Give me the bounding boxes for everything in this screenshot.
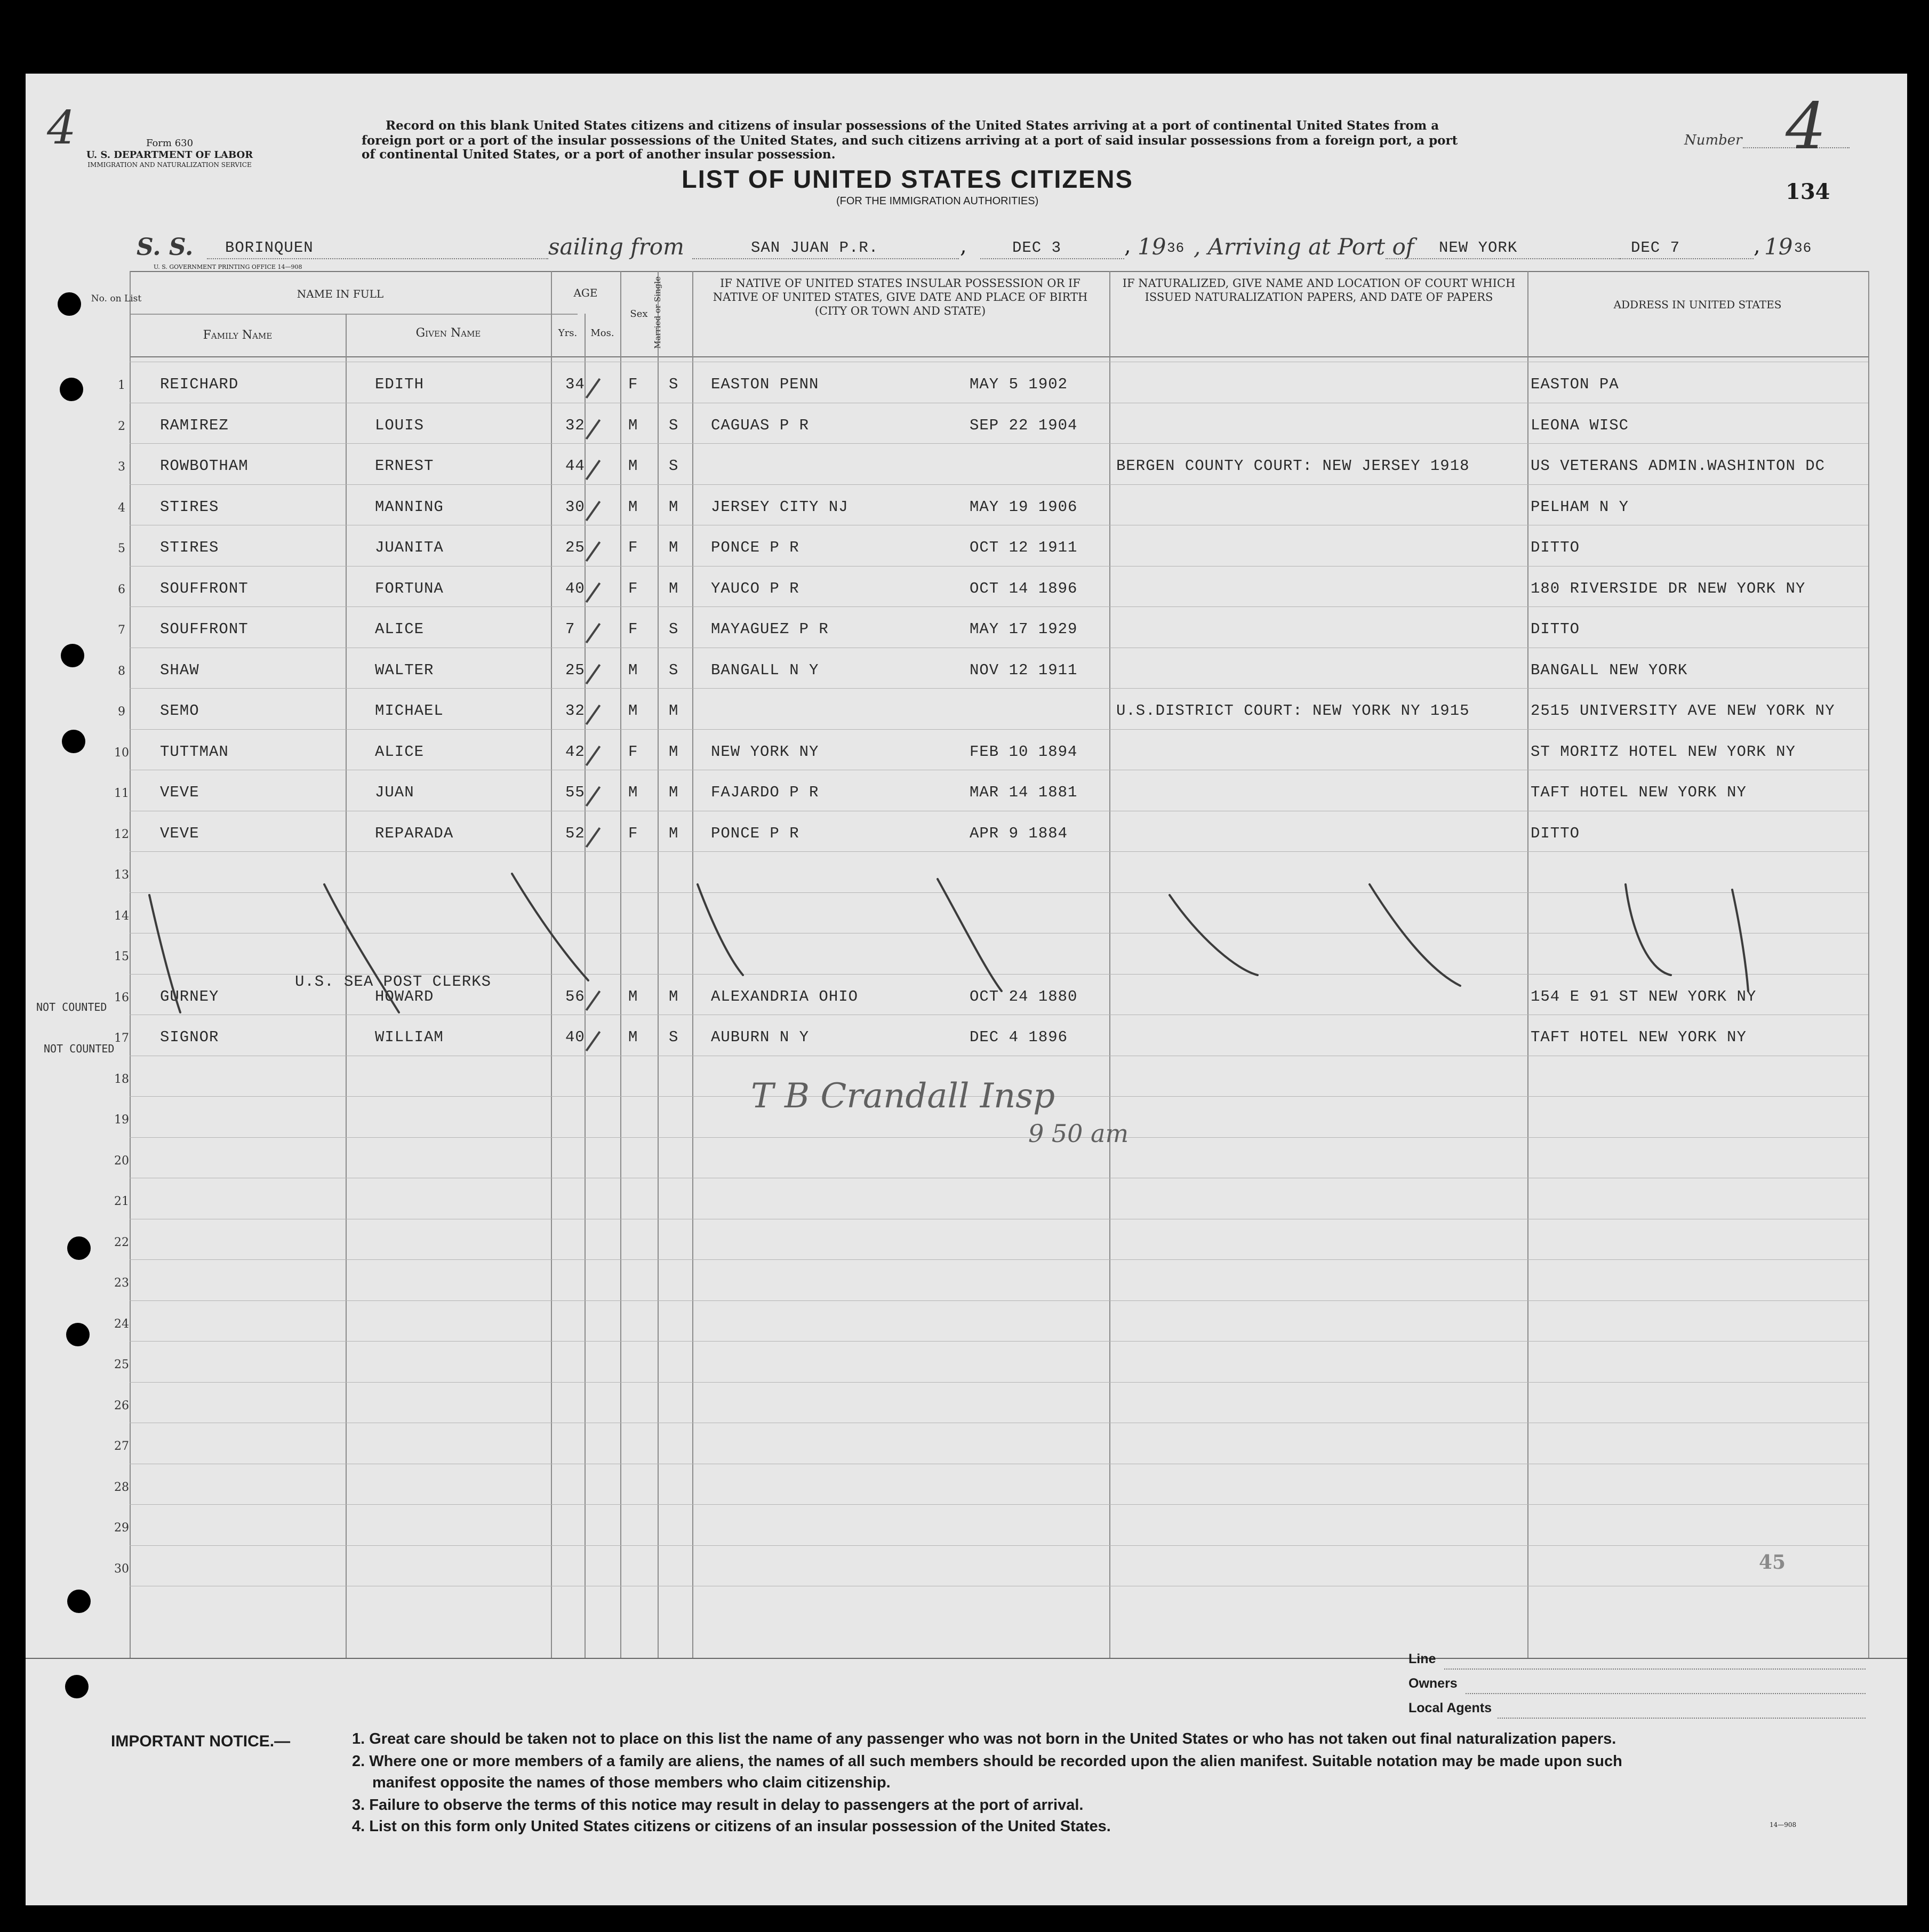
given-name: EDITH (375, 376, 425, 393)
sex: F (628, 743, 638, 761)
us-address: TAFT HOTEL NEW YORK NY (1531, 784, 1747, 801)
punch-hole (67, 1236, 91, 1260)
number-label: Number (1684, 132, 1742, 148)
married-single: M (669, 498, 679, 516)
row-number: 6 (118, 582, 125, 596)
agents-label: Local Agents (1408, 1701, 1492, 1715)
sail-year-prefix: 19 (1138, 234, 1166, 260)
row-number: 3 (118, 460, 125, 474)
number-value: 4 (1786, 90, 1827, 164)
given-name: MANNING (375, 498, 444, 516)
age-years: 7 (565, 620, 575, 638)
form-number: Form 630 (146, 138, 194, 149)
birth-place: YAUCO P R (711, 579, 799, 597)
family-name: STIRES (160, 539, 219, 556)
birth-place: PONCE P R (711, 539, 799, 556)
birth-date: OCT 24 1880 (970, 987, 1078, 1005)
notice-2b: manifest opposite the names of those members who claim citizenship. (372, 1774, 891, 1791)
age-years: 40 (565, 1028, 585, 1046)
age-years: 56 (565, 987, 585, 1005)
row-number: 25 (114, 1358, 129, 1371)
punch-hole (58, 292, 81, 316)
col-name-in-full: NAME IN FULL (297, 288, 384, 300)
arrive-date: DEC 7 (1631, 239, 1680, 257)
service-name: IMMIGRATION AND NATURALIZATION SERVICE (87, 161, 252, 169)
naturalization-court: U.S.DISTRICT COURT: NEW YORK NY 1915 (1116, 702, 1470, 720)
row-number: 20 (114, 1154, 129, 1168)
given-name: ALICE (375, 620, 425, 638)
sex: M (628, 457, 638, 475)
row-number: 12 (114, 827, 129, 841)
sex: M (628, 1028, 638, 1046)
given-name: FORTUNA (375, 579, 444, 597)
col-yrs: Yrs. (558, 328, 578, 339)
given-name: JUANITA (375, 539, 444, 556)
page-subtitle: (FOR THE IMMIGRATION AUTHORITIES) (836, 195, 1039, 207)
punch-hole (65, 1675, 89, 1698)
married-single: M (669, 987, 679, 1005)
us-address: 180 RIVERSIDE DR NEW YORK NY (1531, 579, 1806, 597)
married-single: S (669, 1028, 679, 1046)
birth-place: FAJARDO P R (711, 784, 819, 801)
given-name: REPARADA (375, 824, 454, 842)
col-given-name: Given Name (415, 326, 481, 340)
notice-1: 1. Great care should be taken not to place on this list the name of any passenger who was not born in the United States or who has not taken out final naturalization papers. (352, 1730, 1616, 1747)
row-number: 27 (114, 1440, 129, 1453)
col-no-on-list: No. on List (91, 293, 142, 304)
row-number: 11 (114, 787, 129, 800)
sex: F (628, 376, 638, 393)
birth-place: AUBURN N Y (711, 1028, 810, 1046)
age-years: 25 (565, 539, 585, 556)
age-years: 32 (565, 702, 585, 720)
family-name: REICHARD (160, 376, 239, 393)
married-single: S (669, 661, 679, 679)
birth-date: SEP 22 1904 (970, 416, 1078, 434)
family-name: VEVE (160, 784, 199, 801)
not-counted-16: NOT COUNTED (36, 1001, 107, 1013)
punch-hole (61, 644, 84, 667)
row-number: 24 (114, 1317, 129, 1331)
page-title: LIST OF UNITED STATES CITIZENS (682, 165, 1133, 193)
birth-date: MAY 17 1929 (970, 620, 1078, 638)
row-number: 10 (114, 746, 129, 760)
us-address: ST MORITZ HOTEL NEW YORK NY (1531, 743, 1796, 761)
owners-label: Owners (1408, 1676, 1458, 1691)
birth-date: MAY 5 1902 (970, 376, 1068, 393)
family-name: SOUFFRONT (160, 620, 249, 638)
row-number: 22 (114, 1235, 129, 1249)
married-single: M (669, 784, 679, 801)
row-number: 15 (114, 950, 129, 963)
to-port: NEW YORK (1439, 239, 1518, 257)
married-single: S (669, 457, 679, 475)
married-single: M (669, 539, 679, 556)
row-number: 14 (114, 909, 129, 923)
notice-3: 3. Failure to observe the terms of this notice may result in delay to passengers at the port of arrival. (352, 1797, 1084, 1814)
row-number: 28 (114, 1480, 129, 1494)
intro-line-1: Record on this blank United States citizens and citizens of insular possessions of the United States arriving at a port of continental United States from a (386, 118, 1439, 133)
intro-line-3: of continental United States, or a port of another insular possession. (362, 147, 836, 162)
us-address: EASTON PA (1531, 376, 1619, 393)
us-address: 154 E 91 ST NEW YORK NY (1531, 987, 1757, 1005)
sex: M (628, 661, 638, 679)
row-number: 4 (118, 501, 125, 515)
given-name: HOWARD (375, 987, 434, 1005)
us-address: BANGALL NEW YORK (1531, 661, 1688, 679)
col-family-name: Family Name (203, 329, 273, 342)
given-name: LOUIS (375, 416, 425, 434)
row-number: 29 (114, 1521, 129, 1535)
row-number: 5 (118, 542, 125, 555)
age-years: 32 (565, 416, 585, 434)
family-name: STIRES (160, 498, 219, 516)
col-age: AGE (573, 286, 598, 299)
row-number: 8 (118, 664, 125, 678)
col-birth: IF NATIVE OF UNITED STATES INSULAR POSSESSION OR IF NATIVE OF UNITED STATES, GIVE DATE AND PLACE OF BIRTH (CITY OR TOWN AND STATE) (713, 277, 1088, 317)
given-name: WILLIAM (375, 1028, 444, 1046)
row-number: 21 (114, 1195, 129, 1208)
owners-field (1466, 1693, 1866, 1694)
row-number: 9 (118, 705, 125, 718)
row-number: 2 (118, 419, 125, 433)
ss-label: S. S. (137, 234, 194, 261)
birth-date: MAR 14 1881 (970, 784, 1078, 801)
col-mos: Mos. (590, 328, 614, 339)
margin-number: 4 (47, 101, 76, 155)
department-name: U. S. DEPARTMENT OF LABOR (86, 149, 253, 161)
family-name: SIGNOR (160, 1028, 219, 1046)
given-name: WALTER (375, 661, 434, 679)
age-years: 55 (565, 784, 585, 801)
line-label: Line (1408, 1651, 1436, 1666)
birth-place: JERSEY CITY NJ (711, 498, 849, 516)
row-number: 26 (114, 1399, 129, 1412)
married-single: S (669, 620, 679, 638)
not-counted-17: NOT COUNTED (44, 1042, 115, 1055)
family-name: RAMIREZ (160, 416, 229, 434)
family-name: SEMO (160, 702, 199, 720)
sea-post-heading: U.S. SEA POST CLERKS (295, 973, 492, 991)
sex: M (628, 702, 638, 720)
ship-name: BORINQUEN (225, 239, 314, 257)
age-years: 42 (565, 743, 585, 761)
row-number: 30 (114, 1562, 129, 1576)
birth-place: BANGALL N Y (711, 661, 819, 679)
age-years: 40 (565, 579, 585, 597)
us-address: DITTO (1531, 539, 1580, 556)
footer-code: 14—908 (1770, 1821, 1797, 1829)
page-number: 134 (1786, 179, 1830, 204)
birth-date: FEB 10 1894 (970, 743, 1078, 761)
agents-field (1498, 1718, 1866, 1719)
arrive-year: 36 (1794, 240, 1812, 256)
notice-4: 4. List on this form only United States citizens or citizens of an insular possession of the United States. (352, 1818, 1111, 1835)
family-name: SHAW (160, 661, 199, 679)
count-stamp: 45 (1759, 1551, 1786, 1574)
married-single: M (669, 702, 679, 720)
family-name: VEVE (160, 824, 199, 842)
family-name: TUTTMAN (160, 743, 229, 761)
family-name: ROWBOTHAM (160, 457, 249, 475)
us-address: TAFT HOTEL NEW YORK NY (1531, 1028, 1747, 1046)
given-name: ALICE (375, 743, 425, 761)
us-address: PELHAM N Y (1531, 498, 1629, 516)
sex: F (628, 620, 638, 638)
arriving-label: , Arriving at Port of (1194, 234, 1414, 260)
age-years: 30 (565, 498, 585, 516)
sex: M (628, 987, 638, 1005)
married-single: S (669, 376, 679, 393)
sex: M (628, 784, 638, 801)
sex: F (628, 824, 638, 842)
us-address: DITTO (1531, 620, 1580, 638)
given-name: MICHAEL (375, 702, 444, 720)
punch-hole (67, 1590, 91, 1613)
line-field (1444, 1668, 1866, 1670)
row-number: 7 (118, 624, 125, 637)
from-port: SAN JUAN P.R. (751, 239, 879, 257)
row-number: 18 (114, 1072, 129, 1086)
inspector-signature: T B Crandall Insp (751, 1076, 1055, 1116)
arrive-year-prefix: 19 (1764, 234, 1793, 260)
age-years: 52 (565, 824, 585, 842)
notice-2a: 2. Where one or more members of a family are aliens, the names of all such members should be recorded upon the alien manifest. Suitable notation may be made upon such (352, 1753, 1622, 1770)
given-name: JUAN (375, 784, 414, 801)
col-address: ADDRESS IN UNITED STATES (1613, 298, 1782, 311)
sex: F (628, 539, 638, 556)
time-note: 9 50 am (1028, 1119, 1129, 1148)
punch-hole (60, 378, 83, 401)
birth-place: CAGUAS P R (711, 416, 810, 434)
punch-hole (66, 1323, 90, 1346)
cancel-strokes (26, 74, 1907, 1905)
row-number: 17 (114, 1032, 129, 1045)
birth-place: MAYAGUEZ P R (711, 620, 829, 638)
col-sex: Sex (630, 308, 648, 320)
sail-date: DEC 3 (1012, 239, 1062, 257)
row-number: 16 (114, 991, 129, 1004)
sex: F (628, 579, 638, 597)
intro-line-2: foreign port or a port of the insular possessions of the United States, and such citizens arriving at a port of said insular possessions from a foreign port, a port (362, 133, 1458, 148)
row-number: 1 (118, 379, 125, 392)
us-address: LEONA WISC (1531, 416, 1629, 434)
family-name: SOUFFRONT (160, 579, 249, 597)
sex: M (628, 498, 638, 516)
printer-mark: U. S. GOVERNMENT PRINTING OFFICE 14—908 (154, 264, 302, 270)
birth-date: OCT 12 1911 (970, 539, 1078, 556)
sex: M (628, 416, 638, 434)
birth-date: OCT 14 1896 (970, 579, 1078, 597)
given-name: ERNEST (375, 457, 434, 475)
birth-place: ALEXANDRIA OHIO (711, 987, 859, 1005)
punch-hole (62, 730, 85, 753)
row-number: 13 (114, 868, 129, 882)
birth-date: MAY 19 1906 (970, 498, 1078, 516)
age-years: 44 (565, 457, 585, 475)
col-naturalized: IF NATURALIZED, GIVE NAME AND LOCATION OF COURT WHICH ISSUED NATURALIZATION PAPERS, AND DATE OF PAPERS (1122, 277, 1516, 304)
married-single: M (669, 743, 679, 761)
naturalization-court: BERGEN COUNTY COURT: NEW JERSEY 1918 (1116, 457, 1470, 475)
notice-heading: IMPORTANT NOTICE.— (111, 1733, 291, 1750)
manifest-sheet: 4 Form 630 U. S. DEPARTMENT OF LABOR IMMIGRATION AND NATURALIZATION SERVICE Record on this blank United States citizens and citizens of insular possessions of the United States arriving at a port of continental United States from a foreign port or a port of the insular possessions of the United States, and such citizens arriving at a port of said insular possessions from a foreign port, a port of continental United States, or a port of another insular possession. LIST OF UNITED STATES CITIZENS (FOR THE IMMIGRATION AUTHORITIES) Number 4 134 S. S. BORINQUEN U. S. GOVERNMENT PRINTING OFFICE 14—908 sailing from SAN JUAN P.R. , DEC 3 , 19 36 , Arriving at Port of NEW YORK DEC 7 , 19 36 No. on List NAME IN FULL Family Name Given Name AGE Yrs. Mos. Sex Married or Single IF NATIVE OF UNITED STATES INSULAR POSSESSION OR IF NATIVE OF UNITED STATES, GIVE DATE AND PLACE OF BIRTH (CITY OR TOWN AND STATE) IF NATURALIZED, GIVE NAME AND LOCATION OF COURT WHICH ISSUED NATURALIZATION PAPERS, AND DATE OF PAPERS ADDRESS IN UNITED STATES 1 REICHARD EDITH 34 F S EASTON PENN MAY 5 1902 EASTON PA 2 RAMIREZ LOUIS 32 M S CAGUAS P R SEP 22 1904 LEONA WISC 3 ROWBOTHAM ERNEST 44 M S BERGEN COUNTY COURT: NEW JERSEY 1918 US VETERANS ADMIN.WASHINTON DC 4 STIRES MANNING 30 M M JERSEY CITY NJ MAY 19 1906 PELHAM N Y 5 STIRES JUANITA 25 F M PONCE P R OCT 12 1911 DITTO 6 SOUFFRONT FORTUNA 40 F M YAUCO P R OCT 14 1896 180 RIVERSIDE DR NEW YORK NY 7 SOUFFRONT ALICE 7 F S MAYAGUEZ P R MAY 17 1929 DITTO 8 SHAW WALTER 25 M S BANGALL N Y NOV 12 1911 BANGALL NEW YORK 9 SEMO MICHAEL 32 M M U.S.DISTRICT COURT: NEW YORK NY 1915 2515 UNIVERSITY AVE NEW YORK NY 10 TUTTMAN ALICE 42 F M NEW YORK NY FEB 10 1894 ST MORITZ HOTEL NEW YORK NY 11 VEVE JUAN 55 M M FAJARDO P R MAR 14 1881 TAFT HOTEL NEW YORK NY 12 VEVE REPARADA 52 F M PONCE P R APR 9 1884 DITTO 13 14 15 16 GURNEY HOWARD 56 M M ALEXANDRIA OHIO OCT 24 1880 154 E 91 ST NEW YORK NY 17 SIGNOR WILLIAM 40 M S AUBURN N Y DEC 4 1896 TAFT HOTEL NEW YORK NY 18 19 20 21 22 23 24 25 26 27 28 29 30 U.S. SEA POST CLERKS NOT COUNTED NOT COUNTED T B Crandall Insp 9 50 am 45 Line Owners Local Agents IMPORTANT NOTICE.— 1. Great care should be taken not to place on this list the name of any passenger who was not born in the United States or who has not taken out final naturalization papers. 2. Where one or more members of a family are aliens, the names of all such members should be recorded upon the alien manifest. Suitable notation may be made upon such manifest opposite the names of those members who claim citizenship. 3. Failure to observe the terms of this notice may result in delay to passengers at the port of arrival. 4. List on this form only United States citizens or citizens of an insular possession of the United States. 14—908 (26, 74, 1907, 1905)
col-married-single: Married or Single (653, 276, 662, 349)
sailing-label: sailing from (548, 234, 684, 260)
married-single: S (669, 416, 679, 434)
birth-date: NOV 12 1911 (970, 661, 1078, 679)
family-name: GURNEY (160, 987, 219, 1005)
birth-place: PONCE P R (711, 824, 799, 842)
row-number: 23 (114, 1276, 129, 1290)
us-address: US VETERANS ADMIN.WASHINTON DC (1531, 457, 1826, 475)
row-number: 19 (114, 1113, 129, 1127)
birth-date: APR 9 1884 (970, 824, 1068, 842)
age-years: 34 (565, 376, 585, 393)
married-single: M (669, 579, 679, 597)
birth-date: DEC 4 1896 (970, 1028, 1068, 1046)
birth-place: NEW YORK NY (711, 743, 819, 761)
us-address: DITTO (1531, 824, 1580, 842)
birth-place: EASTON PENN (711, 376, 819, 393)
us-address: 2515 UNIVERSITY AVE NEW YORK NY (1531, 702, 1835, 720)
married-single: M (669, 824, 679, 842)
sail-year: 36 (1167, 240, 1185, 256)
age-years: 25 (565, 661, 585, 679)
